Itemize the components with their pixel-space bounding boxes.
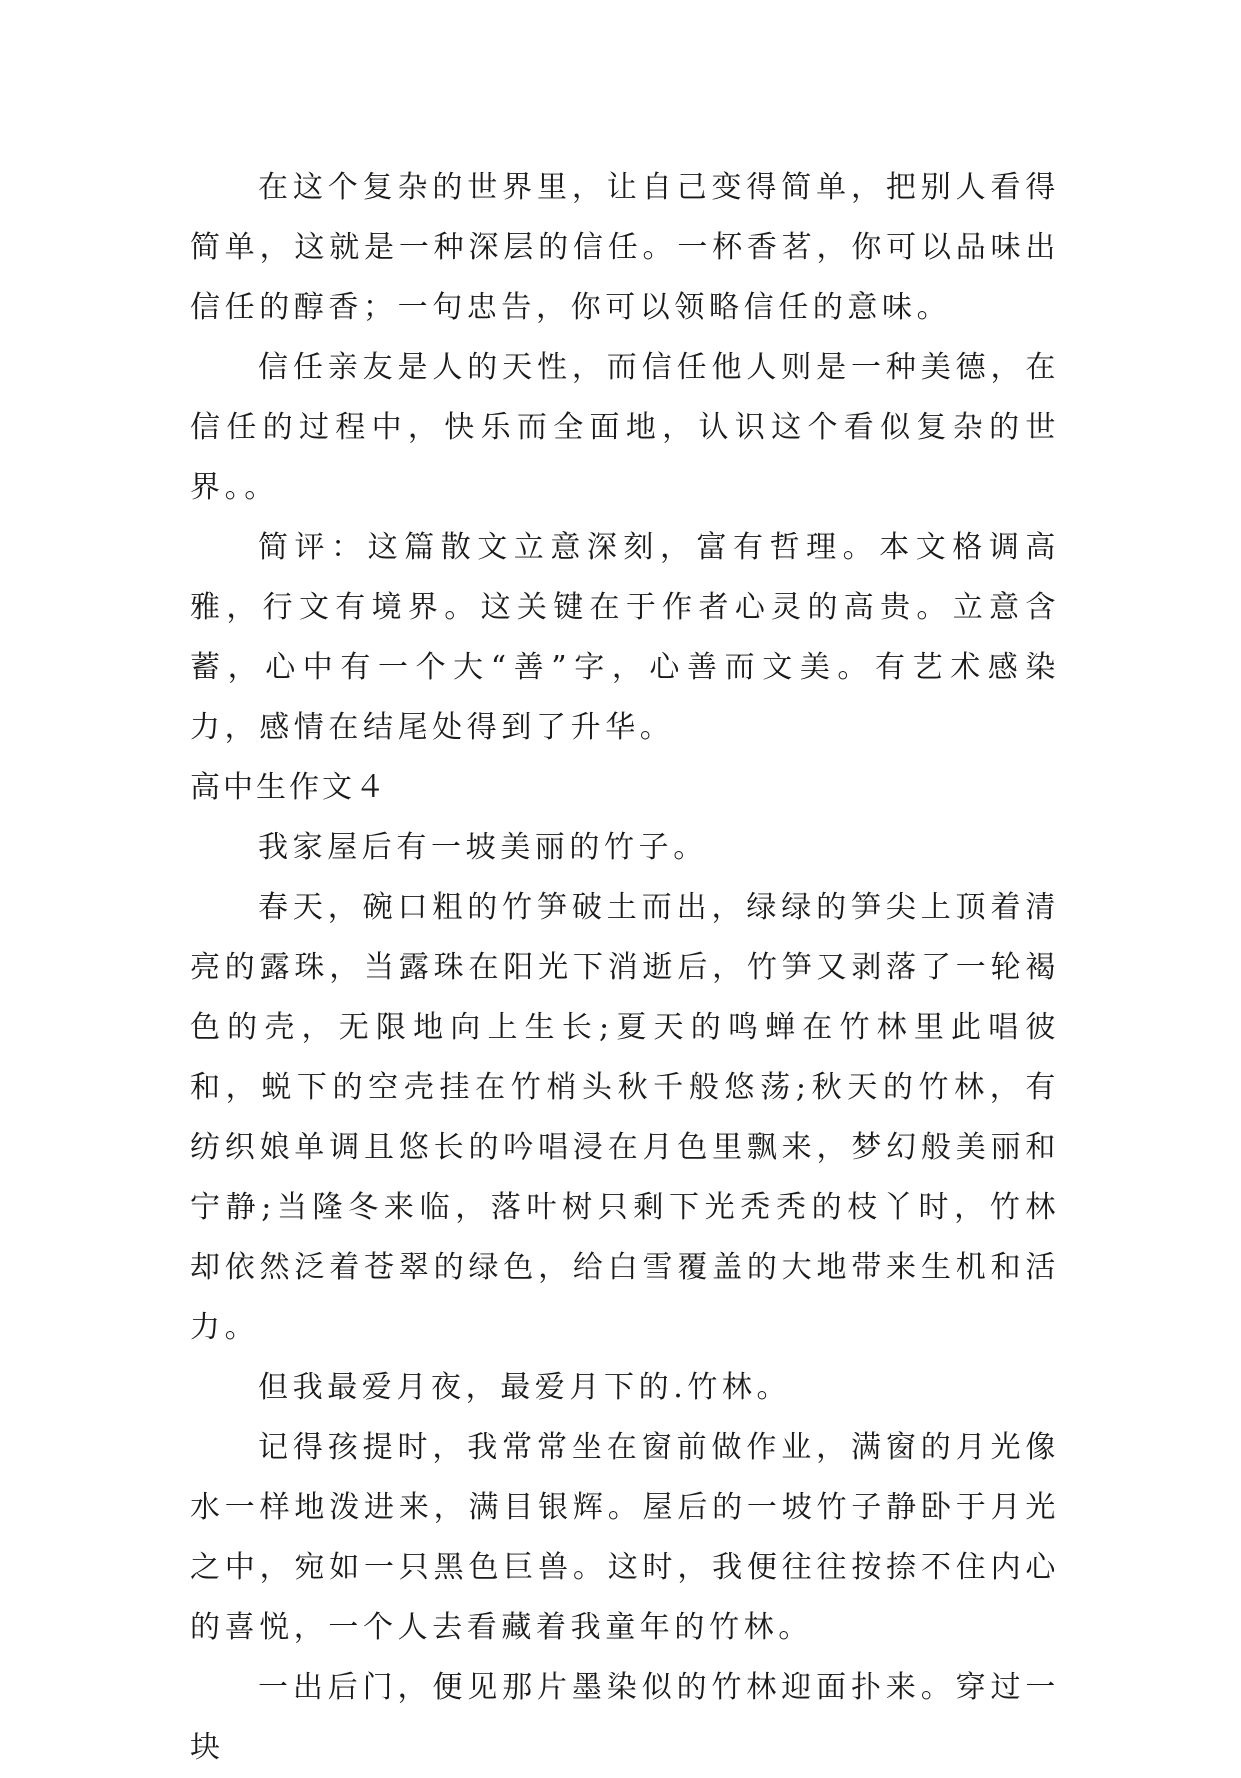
paragraph-moon-night: 但我最爱月夜，最爱月下的.竹林。 bbox=[258, 1370, 792, 1405]
paragraph-childhood: 记得孩提时，我常常坐在窗前做作业，满窗的月光像水一样地泼进来，满目银辉。屋后的一坡竹子静卧于月光之中，宛如一只黑色巨兽。这时，我便往往按捺不住内心的喜悦，一个人去看藏着我童年的竹林。 bbox=[190, 1430, 1060, 1645]
paragraph-trust-simple: 在这个复杂的世界里，让自己变得简单，把别人看得简单，这就是一种深层的信任。一杯香茗，你可以品味出信任的醇香；一句忠告，你可以领略信任的意味。 bbox=[190, 170, 1060, 325]
document-body bbox=[190, 158, 1060, 1778]
paragraph-back-door: 一出后门，便见那片墨染似的竹林迎面扑来。穿过一块 bbox=[190, 1670, 1060, 1765]
paragraph-trust-virtue: 信任亲友是人的天性，而信任他人则是一种美德，在信任的过程中，快乐而全面地，认识这个看似复杂的世界。。 bbox=[190, 350, 1060, 505]
paragraph-bamboo-intro: 我家屋后有一坡美丽的竹子。 bbox=[258, 830, 708, 865]
paragraph-seasons: 春天，碗口粗的竹笋破土而出，绿绿的笋尖上顶着清亮的露珠，当露珠在阳光下消逝后，竹笋又剥落了一轮褐色的壳，无限地向上生长;夏天的鸣蝉在竹林里此唱彼和，蜕下的空壳挂在竹梢头秋千般悠荡;秋天的竹林，有纺织娘单调且悠长的吟唱浸在月色里飘来，梦幻般美丽和宁静;当隆冬来临，落叶树只剩下光秃秃的枝丫时，竹林却依然泛着苍翠的绿色，给白雪覆盖的大地带来生机和活力。 bbox=[190, 890, 1060, 1345]
paragraph-brief-review: 简评：这篇散文立意深刻，富有哲理。本文格调高雅，行文有境界。这关键在于作者心灵的高贵。立意含蓄，心中有一个大“善”字，心善而文美。有艺术感染力，感情在结尾处得到了升华。 bbox=[190, 530, 1060, 745]
essay-heading: 高中生作文４ bbox=[190, 770, 388, 805]
